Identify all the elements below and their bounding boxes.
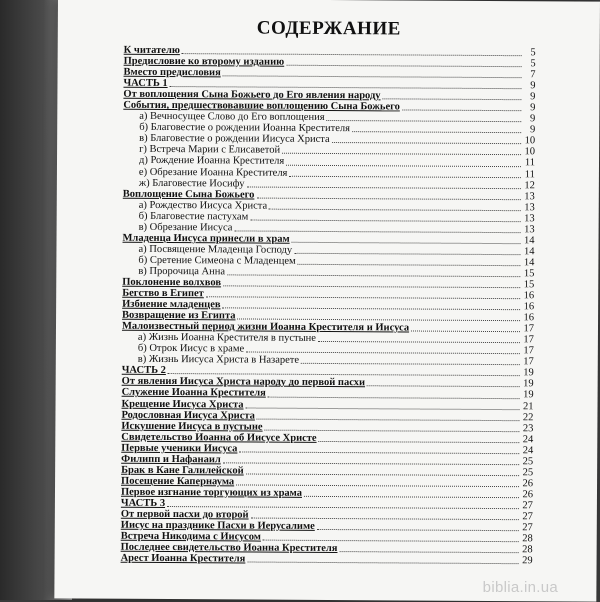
toc-entry-title: б) Благовестие о рождении Иоанна Крестителя (139, 122, 351, 135)
dot-leader (304, 496, 519, 498)
dot-leader (286, 164, 521, 166)
dot-leader (292, 242, 521, 244)
toc-entry-page: 11 (524, 157, 536, 169)
toc-entry-title: От воплощения Сына Божьего до Его явления народу (123, 88, 381, 102)
dot-leader (263, 540, 519, 543)
toc-entry-page: 11 (524, 168, 535, 180)
toc-entry-title: ЧАСТЬ 3 (120, 497, 166, 509)
toc-entry-page: 19 (523, 367, 534, 379)
toc-entry-title: Брак в Кане Галилейской (121, 464, 244, 477)
toc-entry-title: Искушение Иисуса в пустыне (121, 420, 263, 433)
toc-entry-page: 24 (522, 433, 534, 445)
dot-leader (301, 363, 520, 365)
toc-entry-title: Бегство в Египет (122, 287, 204, 300)
dot-leader (282, 153, 521, 155)
book-page (54, 0, 600, 602)
toc-entry-title: Поклонение волхвов (122, 276, 222, 289)
toc-entry-page: 27 (522, 511, 533, 523)
toc-entry-title: От первой пасхи до второй (120, 508, 249, 521)
toc-entry-title: ЧАСТЬ 2 (121, 365, 166, 377)
toc-entry-title: Первые ученики Иисуса (121, 442, 238, 455)
toc-entry-page: 26 (522, 478, 534, 490)
toc-entry-page: 13 (524, 190, 535, 202)
toc-entry-page: 17 (523, 345, 534, 357)
toc-entry-title: в) Жизнь Иисуса Христа в Назарете (137, 354, 300, 367)
dot-leader (352, 132, 521, 134)
toc-entry-title: е) Обрезание Иоанна Крестителя (138, 166, 288, 179)
dot-leader (332, 142, 521, 144)
toc-entry-title: Служение Иоанна Крестителя (121, 387, 266, 400)
toc-entry-page: 27 (522, 500, 533, 512)
toc-entry-title: а) Вечносущее Слово до Его воплощения (139, 111, 325, 124)
dot-leader (257, 418, 520, 421)
toc-entry-page: 13 (524, 212, 535, 224)
toc-entry-page: 15 (523, 279, 535, 291)
toc-entry-title: д) Рождение Иоанна Крестителя (138, 155, 285, 168)
toc-entry-title: Воплощение Сына Божьего (122, 188, 255, 201)
dot-leader (269, 208, 521, 211)
toc-entry-title: Избиение младенцев (122, 298, 221, 311)
dot-leader (319, 441, 520, 443)
dot-leader (318, 341, 520, 343)
toc-entry-page: 25 (522, 466, 534, 479)
toc-entry-title: Родословная Иисуса Христа (121, 409, 255, 422)
toc-entry-page: 19 (523, 378, 534, 390)
toc-entry-title: Последнее свидетельство Иоанна Крестителя (120, 541, 338, 555)
toc-entry-page: 26 (522, 489, 534, 501)
dot-leader (250, 219, 520, 222)
toc-entry-page: 5 (530, 58, 536, 70)
toc-entry-page: 17 (523, 323, 535, 335)
toc-entry-title: Встреча Никодима с Иисусом (120, 530, 261, 543)
toc-entry-title: б) Отрок Иисус в храме (137, 343, 245, 355)
toc-entry-page: 14 (523, 246, 535, 258)
toc-entry-title: Свидетельство Иоанна об Иисусе Христе (121, 431, 317, 444)
toc-entry-title: Малоизвестный период жизни Иоанна Крестителя и Иисуса (121, 320, 410, 334)
table-of-contents (121, 45, 536, 567)
toc-entry-title: Крещение Иисуса Христа (121, 398, 244, 410)
toc-entry-page: 12 (524, 179, 535, 191)
toc-entry-title: ЧАСТЬ 1 (123, 77, 168, 90)
toc-entry-title: Предисловие ко второму изданию (123, 55, 285, 68)
toc-entry-title: Младенца Иисуса принесли в храм (122, 232, 290, 245)
toc-entry-page: 9 (530, 102, 536, 114)
toc-entry-page: 9 (530, 91, 536, 103)
toc-entry-title: Филипп и Нафанаил (121, 453, 221, 466)
dot-leader (411, 331, 520, 333)
toc-entry-page: 17 (523, 356, 534, 368)
dot-leader (327, 120, 522, 122)
toc-entry-title: в) Обрезание Иисуса (138, 221, 233, 234)
toc-entry-title: Иисус на празднике Пасхи в Иерусалиме (120, 519, 315, 532)
dot-leader (383, 99, 522, 101)
dot-leader (298, 264, 521, 266)
toc-entry-title: ж) Благовестие Иосифу (138, 177, 245, 190)
toc-entry-page: 9 (529, 124, 536, 136)
toc-entry-title: а) Жизнь Иоанна Крестителя в пустыне (137, 332, 316, 345)
toc-entry-page: 16 (523, 290, 535, 302)
toc-entry-page: 23 (522, 422, 534, 434)
toc-entry-page: 13 (524, 223, 535, 236)
toc-entry-page: 22 (522, 411, 534, 423)
toc-entry-title: К читателю (123, 44, 180, 57)
dot-leader (268, 396, 520, 399)
toc-entry-page: 10 (524, 146, 536, 158)
toc-entry-title: в) Пророчица Анна (138, 265, 226, 278)
toc-entry-title: г) Встреча Марии с Елисаветой (139, 144, 281, 157)
toc-entry-page: 10 (524, 135, 536, 147)
dot-leader (294, 253, 520, 255)
dot-leader (251, 518, 519, 521)
toc-entry-page: 16 (523, 312, 535, 324)
toc-entry-title: Арест Иоанна Крестителя (120, 552, 246, 565)
dot-leader (265, 429, 520, 432)
toc-entry-page: 19 (523, 389, 534, 401)
toc-entry-page: 24 (522, 444, 534, 456)
toc-entry-title: Первое изгнание торгующих из храма (120, 486, 303, 499)
toc-entry-title: События, предшествовавшие воплощению Сына Божьего (123, 99, 400, 113)
toc-entry-page: 21 (522, 400, 534, 412)
toc-entry-page: 13 (524, 201, 535, 213)
toc-entry-title: От явления Иисуса Христа народу до первой пасхи (121, 376, 366, 389)
dot-leader (402, 110, 521, 112)
toc-entry-page: 28 (522, 533, 533, 545)
toc-entry-title: б) Сретение Симеона с Младенцем (138, 254, 296, 267)
toc-entry-page: 28 (522, 544, 533, 556)
toc-entry-page: 15 (523, 268, 535, 280)
dot-leader (289, 175, 521, 177)
toc-entry-title: Посещение Капернаума (121, 475, 235, 488)
toc-entry-title: Возвращение из Египта (122, 309, 236, 322)
toc-entry-page: 5 (530, 47, 536, 59)
toc-entry-title: б) Благовестие пастухам (138, 210, 249, 223)
toc-entry-page: 9 (530, 80, 536, 92)
dot-leader (256, 197, 520, 200)
dot-leader (286, 65, 521, 67)
toc-entry-title: а) Посвящение Младенца Господу (138, 243, 293, 256)
toc-entry-page: 29 (522, 555, 533, 567)
dot-leader (317, 529, 519, 531)
toc-entry-title: в) Благовестие о рождении Иисуса Христа (139, 133, 330, 146)
dot-leader (367, 386, 520, 388)
page-title: СОДЕРЖАНИЕ (256, 17, 401, 40)
toc-entry-page: 9 (529, 113, 536, 125)
toc-entry-page: 7 (530, 69, 536, 81)
toc-entry-page: 27 (522, 522, 533, 534)
dot-leader (339, 551, 518, 553)
dot-leader (247, 562, 518, 565)
watermark: biblia.in.ua (482, 579, 558, 596)
toc-entry-title: Вместо предисловия (123, 66, 221, 79)
toc-entry-page: 25 (522, 455, 534, 467)
toc-entry-page: 14 (524, 234, 535, 247)
toc-entry (121, 553, 533, 567)
toc-entry-page: 16 (523, 301, 535, 313)
toc-entry-page: 17 (523, 334, 534, 346)
toc-entry-title: а) Рождество Иисуса Христа (138, 199, 268, 212)
toc-entry-page: 14 (523, 257, 535, 269)
